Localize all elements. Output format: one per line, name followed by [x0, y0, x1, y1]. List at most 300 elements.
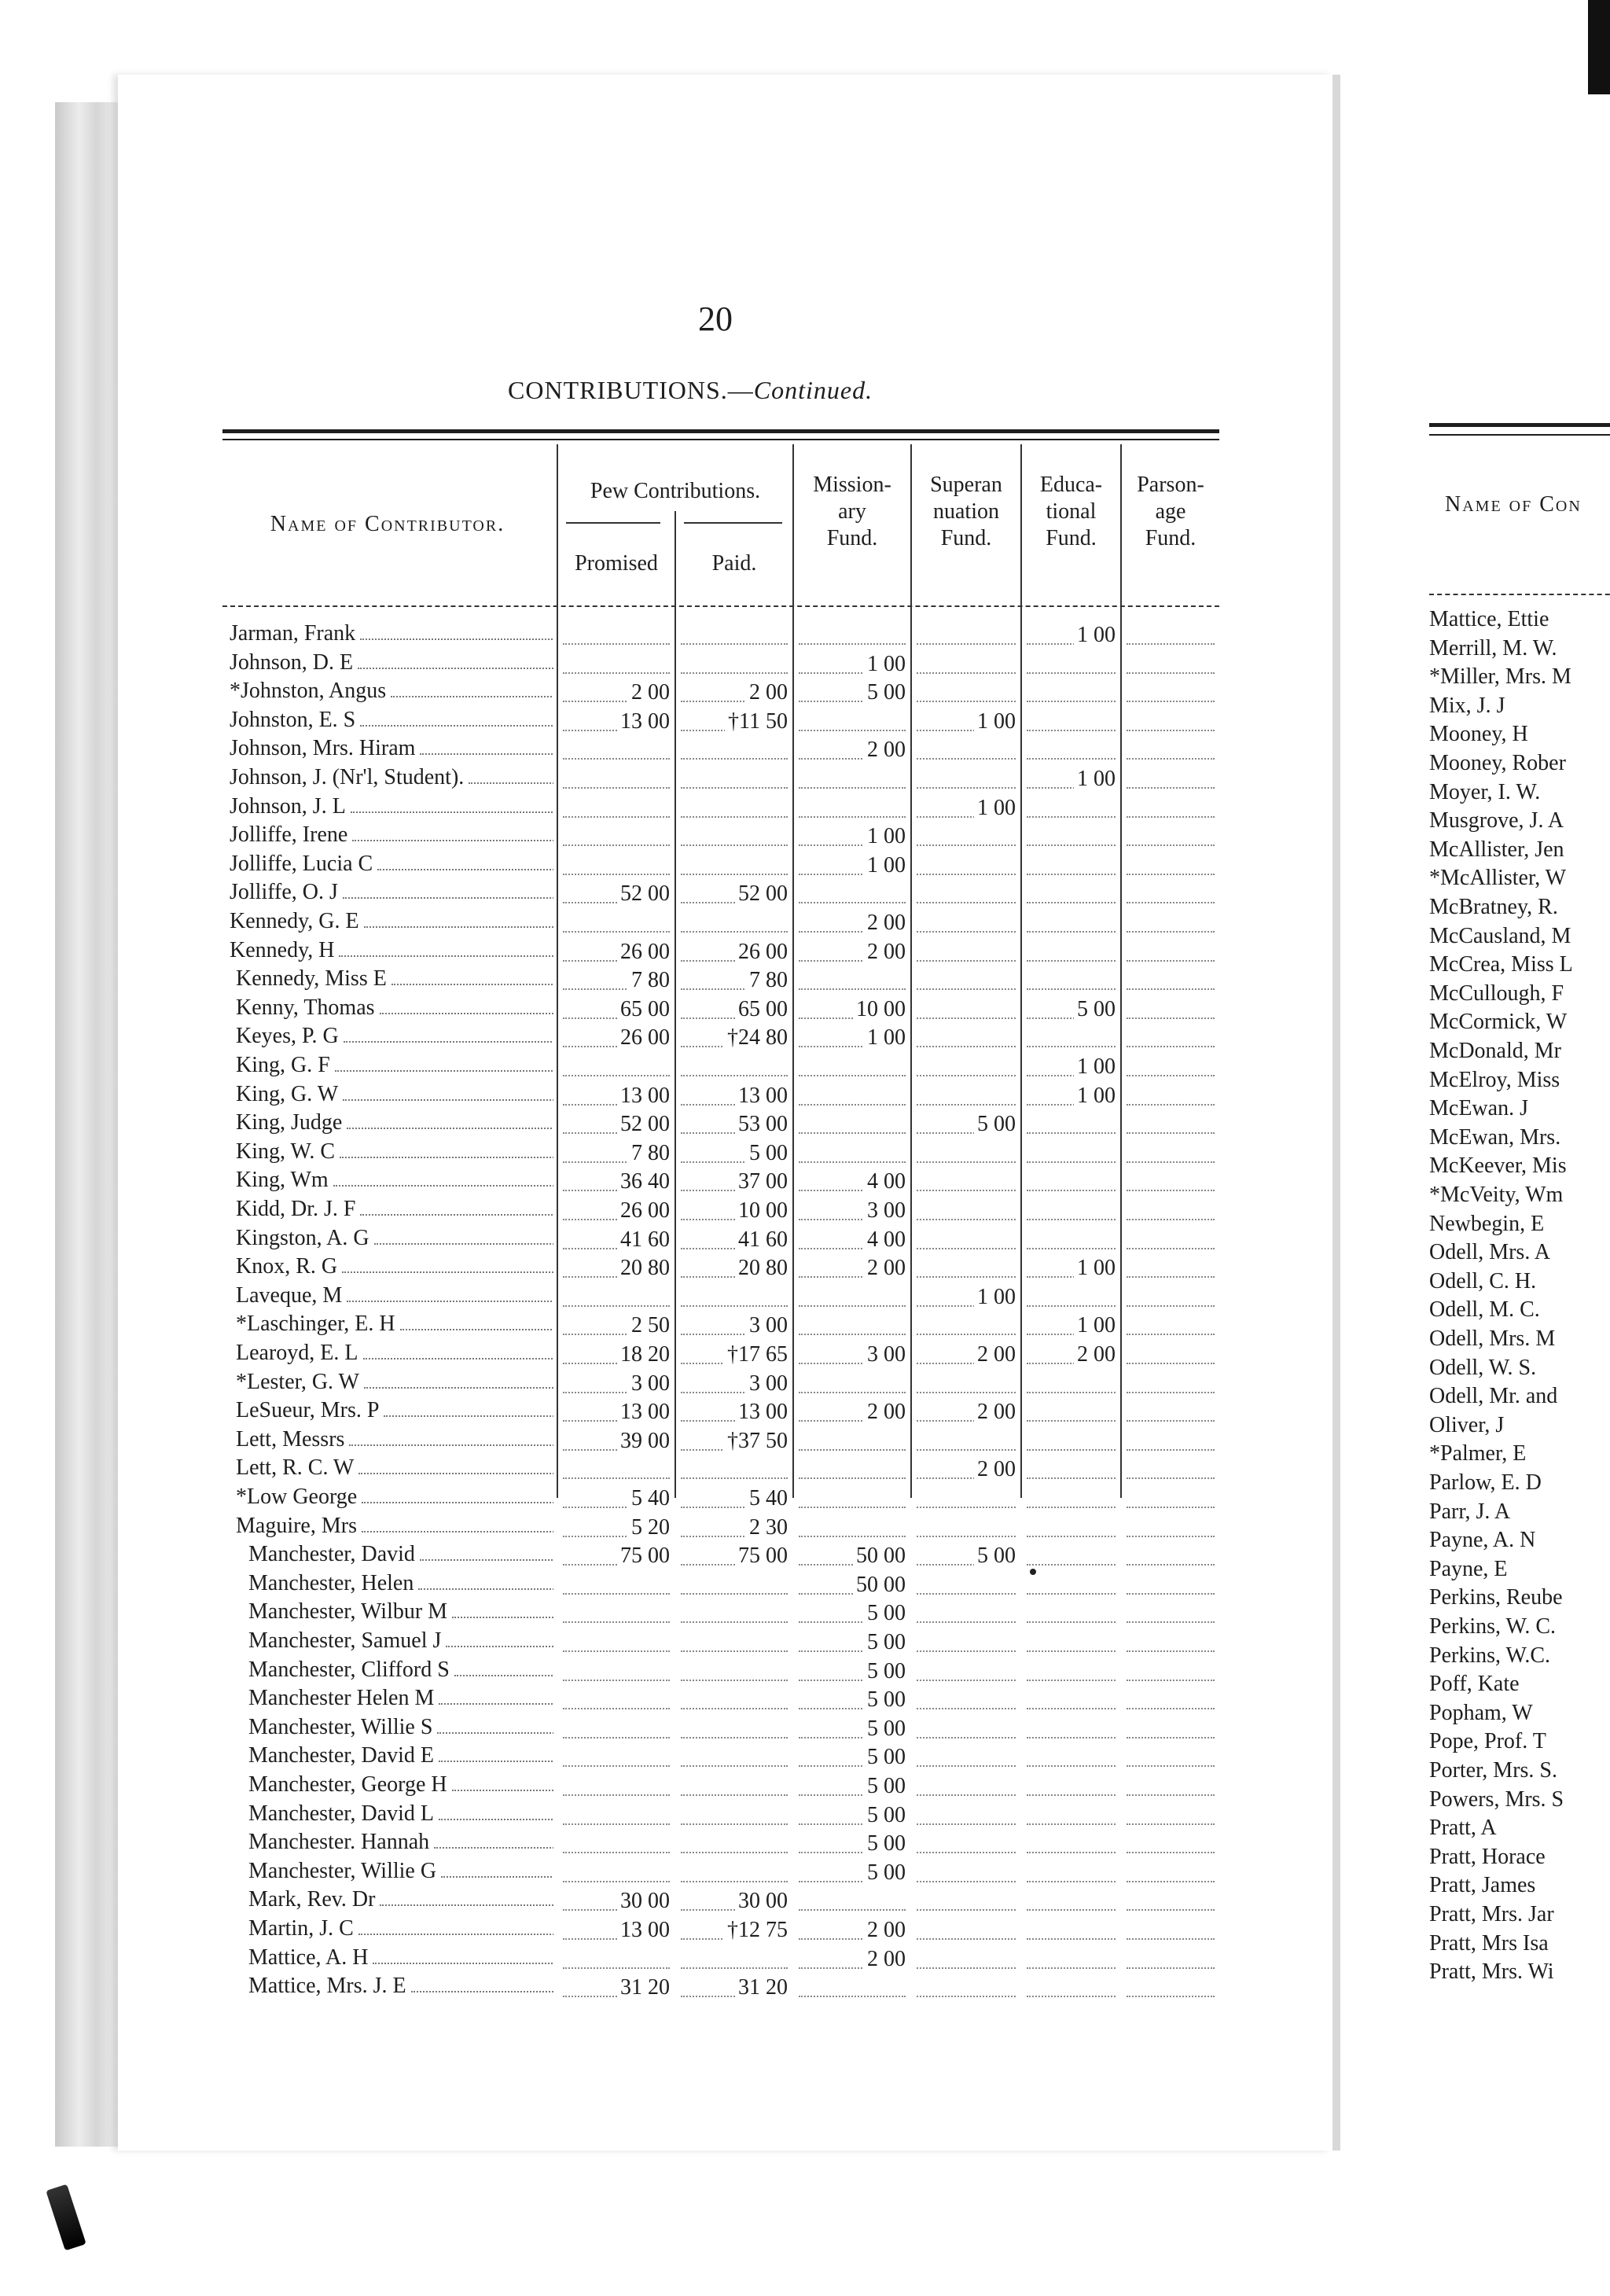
leader-dots [563, 1737, 670, 1739]
leader-dots [917, 1593, 1016, 1595]
table-row [0, 1283, 1215, 1312]
right-contributor-name: Perkins, Reube [1429, 1585, 1563, 1610]
cell-parsonage [1122, 1427, 1219, 1455]
cell-parsonage [1122, 1226, 1219, 1254]
leader-dots [799, 1392, 906, 1393]
table-row [0, 1024, 1215, 1052]
cell-parsonage [1122, 1139, 1219, 1168]
cell-educational [1022, 1455, 1120, 1484]
right-contributor-name: McDonald, Mr [1429, 1039, 1561, 1063]
cell-educational [1022, 1197, 1120, 1225]
amount: 3 00 [864, 1342, 906, 1367]
amount: 26 00 [617, 1025, 670, 1050]
right-contributor-name: McEwan. J [1429, 1096, 1528, 1121]
leader-dots [339, 955, 553, 957]
cell-superannuation [912, 909, 1020, 937]
cell-superannuation [912, 1542, 1020, 1570]
leader-dots [343, 1099, 553, 1101]
cell-educational [1022, 1082, 1120, 1110]
leader-dots [917, 1996, 1016, 1997]
cell-promised [558, 909, 675, 937]
leader-dots [917, 931, 1016, 933]
cell-paid [676, 1658, 792, 1686]
right-contributor-name: McAllister, Jen [1429, 837, 1564, 862]
leader-dots [1027, 1564, 1116, 1566]
leader-dots [1027, 1765, 1116, 1767]
leader-dots [917, 1507, 1016, 1508]
amount: †12 75 [724, 1918, 788, 1943]
leader-dots [1127, 1161, 1215, 1163]
cell-parsonage [1122, 938, 1219, 966]
table-row [0, 1139, 1215, 1168]
cell-superannuation [912, 880, 1020, 908]
header-line: Superan [930, 473, 1002, 497]
leader-dots [917, 1046, 1016, 1047]
cell-missionary [794, 1139, 910, 1168]
contributor-name [230, 708, 553, 733]
leader-dots [799, 1996, 906, 1997]
contributor-name [248, 1571, 553, 1596]
leader-dots [563, 1881, 670, 1882]
leader-dots [1127, 1017, 1215, 1019]
leader-dots [1127, 1276, 1215, 1278]
amount: 5 00 [746, 1141, 788, 1166]
cell-superannuation [912, 1341, 1020, 1369]
amount: 75 00 [617, 1544, 670, 1569]
contributor-name [236, 1312, 553, 1337]
cell-superannuation [912, 1686, 1020, 1714]
contributor-name-text: Mattice, Mrs. J. E [248, 1974, 406, 1999]
cell-parsonage [1122, 1485, 1219, 1513]
contributor-name-text: Kenny, Thomas [236, 995, 375, 1020]
cell-superannuation [912, 1830, 1020, 1858]
contributor-name [248, 1715, 553, 1740]
contributor-name-text: Manchester, David L [248, 1801, 435, 1826]
right-contributor-name: Poff, Kate [1429, 1672, 1520, 1697]
cell-parsonage [1122, 1312, 1219, 1340]
cell-superannuation [912, 1226, 1020, 1254]
leader-dots [917, 1794, 1016, 1796]
leader-dots [1027, 1219, 1116, 1220]
table-row [0, 1628, 1215, 1657]
cell-missionary [794, 909, 910, 937]
contributor-name-text: Johnson, J. (Nr'l, Student). [230, 765, 465, 789]
leader-dots [1027, 1938, 1116, 1940]
cell-educational [1022, 1110, 1120, 1139]
cell-paid [676, 1283, 792, 1312]
contributor-name [248, 1859, 553, 1884]
right-contributor-name: Perkins, W.C. [1429, 1643, 1551, 1668]
cell-educational [1022, 679, 1120, 707]
contributor-name [230, 765, 553, 790]
amount: 52 00 [617, 1112, 670, 1137]
leader-dots [1027, 816, 1116, 818]
leader-dots [1127, 1650, 1215, 1652]
cell-paid [676, 1398, 792, 1426]
leader-dots [681, 1305, 788, 1307]
leader-dots [420, 1559, 553, 1561]
cell-parsonage [1122, 1628, 1219, 1657]
contributor-name-text: Kennedy, H [230, 937, 335, 962]
amount: 5 00 [974, 1112, 1016, 1137]
cell-missionary [794, 1859, 910, 1887]
amount: 20 80 [735, 1256, 788, 1281]
cell-educational [1022, 1859, 1120, 1887]
cell-educational [1022, 794, 1120, 822]
cell-paid [676, 822, 792, 851]
cell-promised [558, 1283, 675, 1312]
cell-paid [676, 1110, 792, 1139]
cell-paid [676, 650, 792, 679]
leader-dots [1027, 1536, 1116, 1537]
cell-parsonage [1122, 794, 1219, 822]
cell-missionary [794, 1197, 910, 1225]
contributor-name-text: Lett, Messrs [236, 1426, 345, 1452]
leader-dots [799, 1104, 906, 1106]
amount: 1 00 [1074, 1256, 1116, 1281]
contributor-name [248, 1945, 553, 1970]
leader-dots [563, 1593, 670, 1595]
leader-dots [1027, 1046, 1116, 1047]
amount: 31 20 [735, 1975, 788, 2000]
right-contributor-name: Odell, Mrs. A [1429, 1240, 1550, 1265]
leader-dots [1127, 1219, 1215, 1220]
right-contributor-name: Mooney, H [1429, 722, 1528, 747]
cell-promised [558, 1801, 675, 1830]
leader-dots [563, 672, 670, 674]
leader-dots [1027, 844, 1116, 846]
contributor-name-text: King, G. W [236, 1081, 339, 1106]
right-contributor-name: McBratney, R. [1429, 895, 1558, 919]
leader-dots [333, 1185, 553, 1187]
table-row [0, 1686, 1215, 1714]
leader-dots [411, 1991, 553, 1992]
contributor-name-text: Johnston, E. S [230, 707, 356, 732]
contributor-name-text: Knox, R. G [236, 1254, 338, 1279]
cell-superannuation [912, 938, 1020, 966]
right-contributor-name: Pratt, Mrs Isa [1429, 1930, 1549, 1956]
cell-missionary [794, 621, 910, 649]
leader-dots [681, 1967, 788, 1969]
table-row [0, 1370, 1215, 1398]
amount: 5 00 [864, 1687, 906, 1713]
contributor-name [236, 1455, 553, 1481]
leader-dots [454, 1675, 553, 1676]
cell-promised [558, 1082, 675, 1110]
contributor-name-text: King, Judge [236, 1110, 343, 1135]
cell-paid [676, 708, 792, 736]
cell-promised [558, 1485, 675, 1513]
contributor-name-text: Manchester, David E [248, 1743, 435, 1768]
leader-dots [917, 1276, 1016, 1278]
table-row [0, 1312, 1215, 1340]
leader-dots [917, 988, 1016, 990]
leader-dots [1127, 1564, 1215, 1566]
amount: 30 00 [735, 1889, 788, 1914]
amount: †37 50 [724, 1429, 788, 1454]
cell-missionary [794, 1283, 910, 1312]
cell-promised [558, 1024, 675, 1052]
cell-missionary [794, 1341, 910, 1369]
leader-dots [1127, 1248, 1215, 1249]
amount: 5 00 [864, 1774, 906, 1799]
cell-educational [1022, 650, 1120, 679]
cell-parsonage [1122, 1283, 1219, 1312]
header-line: Educa- [1039, 473, 1103, 497]
cell-missionary [794, 1024, 910, 1052]
amount: 13 00 [617, 1084, 670, 1109]
leader-dots [420, 753, 553, 755]
amount: 4 00 [864, 1169, 906, 1194]
cell-promised [558, 1830, 675, 1858]
cell-missionary [794, 1658, 910, 1686]
contributor-name [248, 1887, 553, 1912]
right-contributor-name: McElroy, Miss [1429, 1067, 1560, 1092]
table-row [0, 1427, 1215, 1455]
amount: 2 00 [1074, 1342, 1116, 1367]
leader-dots [1027, 1132, 1116, 1134]
amount: 13 00 [617, 709, 670, 734]
cell-promised [558, 1168, 675, 1196]
cell-educational [1022, 995, 1120, 1024]
amount: 26 00 [735, 940, 788, 965]
cell-missionary [794, 1455, 910, 1484]
cell-promised [558, 1945, 675, 1974]
leader-dots [380, 1904, 553, 1906]
amount: 5 40 [628, 1486, 670, 1511]
leader-dots [360, 725, 553, 727]
contributor-name [230, 794, 553, 819]
leader-dots [1127, 730, 1215, 731]
leader-dots [343, 897, 553, 899]
cell-parsonage [1122, 1542, 1219, 1570]
right-contributor-name: Pratt, A [1429, 1816, 1497, 1841]
cell-missionary [794, 880, 910, 908]
cell-paid [676, 1772, 792, 1801]
cell-educational [1022, 736, 1120, 764]
cell-superannuation [912, 1715, 1020, 1743]
cell-educational [1022, 1139, 1120, 1168]
cell-parsonage [1122, 966, 1219, 995]
cell-missionary [794, 708, 910, 736]
table-row [0, 938, 1215, 966]
cell-missionary [794, 794, 910, 822]
cell-missionary [794, 1801, 910, 1830]
cell-promised [558, 1139, 675, 1168]
table-row [0, 966, 1215, 995]
cell-missionary [794, 1945, 910, 1974]
right-contributor-name: *Palmer, E [1429, 1441, 1527, 1466]
contributor-name-text: Lett, R. C. W [236, 1455, 355, 1481]
right-contributor-name: Odell, M. C. [1429, 1297, 1540, 1323]
right-contributor-name: Mix, J. J [1429, 693, 1505, 718]
right-contributor-name: Perkins, W. C. [1429, 1614, 1557, 1639]
cell-promised [558, 765, 675, 793]
cell-superannuation [912, 1254, 1020, 1282]
leader-dots [374, 1243, 553, 1245]
leader-dots [681, 1708, 788, 1709]
cell-promised [558, 1398, 675, 1426]
leader-dots [917, 1075, 1016, 1076]
contributor-name [230, 938, 553, 963]
amount: 53 00 [735, 1112, 788, 1137]
leader-dots [1027, 1449, 1116, 1451]
cell-promised [558, 852, 675, 880]
cell-superannuation [912, 1945, 1020, 1974]
leader-dots [681, 672, 788, 674]
cell-paid [676, 1542, 792, 1570]
cell-promised [558, 1341, 675, 1369]
cell-missionary [794, 1571, 910, 1599]
leader-dots [1027, 758, 1116, 760]
cell-paid [676, 1139, 792, 1168]
cell-paid [676, 1053, 792, 1081]
header-pew-contributions: Pew Contributions. [590, 479, 761, 503]
leader-dots [681, 1477, 788, 1479]
right-contributor-name: Odell, Mr. and [1429, 1384, 1558, 1409]
cell-promised [558, 1916, 675, 1945]
right-contributor-name: Pratt, Horace [1429, 1844, 1546, 1869]
amount: 10 00 [853, 997, 906, 1022]
cell-educational [1022, 1945, 1120, 1974]
leader-dots [1127, 1363, 1215, 1364]
contributor-name-text: Mattice, A. H [248, 1945, 369, 1970]
leader-dots [917, 787, 1016, 789]
leader-dots [563, 1477, 670, 1479]
leader-dots [917, 1219, 1016, 1220]
leader-dots [681, 1852, 788, 1853]
table-row [0, 1599, 1215, 1628]
leader-dots [917, 1449, 1016, 1451]
cell-superannuation [912, 1887, 1020, 1915]
contributor-name-text: Martin, J. C [248, 1916, 354, 1941]
amount: 1 00 [1074, 767, 1116, 792]
right-contributor-name: Merrill, M. W. [1429, 635, 1557, 660]
cell-educational [1022, 1427, 1120, 1455]
contributor-name-text: Manchester Helen M [248, 1686, 435, 1711]
cell-missionary [794, 1715, 910, 1743]
cell-parsonage [1122, 1801, 1219, 1830]
cell-educational [1022, 1053, 1120, 1081]
cell-missionary [794, 1110, 910, 1139]
leader-dots [1127, 1536, 1215, 1537]
right-contributor-name: Pratt, James [1429, 1873, 1536, 1898]
amount: 20 80 [617, 1256, 670, 1281]
contributor-name-text: Learoyd, E. L [236, 1341, 358, 1365]
table-row [0, 1801, 1215, 1830]
cell-paid [676, 880, 792, 908]
cell-educational [1022, 1024, 1120, 1052]
right-contributor-name: Payne, A. N [1429, 1528, 1536, 1553]
cell-educational [1022, 1398, 1120, 1426]
amount: 37 00 [735, 1169, 788, 1194]
leader-dots [364, 1387, 553, 1389]
leader-dots [917, 1737, 1016, 1739]
table-row [0, 1398, 1215, 1426]
cell-superannuation [912, 1916, 1020, 1945]
amount: 31 20 [617, 1975, 670, 2000]
leader-dots [917, 1621, 1016, 1623]
contributor-name [236, 1226, 553, 1251]
cell-educational [1022, 880, 1120, 908]
cell-promised [558, 1686, 675, 1714]
amount: 50 00 [853, 1573, 906, 1598]
leader-dots [681, 1765, 788, 1767]
leader-dots [1127, 931, 1215, 933]
table-row [0, 1254, 1215, 1282]
contributor-name [248, 1974, 553, 1999]
leader-dots [1027, 1248, 1116, 1249]
page-number: 20 [698, 300, 733, 338]
cell-parsonage [1122, 1715, 1219, 1743]
table-row [0, 1542, 1215, 1570]
leader-dots [344, 1041, 553, 1043]
leader-dots [799, 1449, 906, 1451]
cell-superannuation [912, 1859, 1020, 1887]
leader-dots [1027, 960, 1116, 962]
table-row [0, 1197, 1215, 1225]
cell-paid [676, 736, 792, 764]
amount: 4 00 [864, 1227, 906, 1253]
right-contributor-name: Powers, Mrs. S [1429, 1786, 1564, 1812]
cell-parsonage [1122, 1254, 1219, 1282]
header-superannuation-fund [912, 472, 1020, 552]
leader-dots [681, 1075, 788, 1076]
amount: 52 00 [735, 881, 788, 907]
amount: 1 00 [974, 1285, 1016, 1310]
cell-parsonage [1122, 1024, 1219, 1052]
amount: †24 80 [724, 1025, 788, 1050]
cell-missionary [794, 1053, 910, 1081]
cell-parsonage [1122, 1197, 1219, 1225]
cell-educational [1022, 708, 1120, 736]
cell-paid [676, 1082, 792, 1110]
leader-dots [439, 1761, 553, 1762]
leader-dots [1027, 1477, 1116, 1479]
leader-dots [1127, 960, 1215, 962]
right-contributor-name: McEwan, Mrs. [1429, 1124, 1561, 1150]
cell-paid [676, 1485, 792, 1513]
amount: 3 00 [746, 1371, 788, 1396]
cell-promised [558, 1197, 675, 1225]
leader-dots [917, 643, 1016, 645]
leader-dots [917, 1708, 1016, 1709]
cell-paid [676, 1830, 792, 1858]
cell-educational [1022, 1226, 1120, 1254]
cell-missionary [794, 1398, 910, 1426]
right-contributor-name: McCullough, F [1429, 981, 1564, 1006]
cell-paid [676, 1370, 792, 1398]
right-table-top-rule-thin [1429, 434, 1610, 436]
right-contributor-name: McCrea, Miss L [1429, 952, 1573, 977]
leader-dots [799, 643, 906, 645]
leader-dots [681, 787, 788, 789]
leader-dots [1127, 1708, 1215, 1709]
leader-dots [1027, 1852, 1116, 1853]
cell-paid [676, 1024, 792, 1052]
amount: 13 00 [617, 1918, 670, 1943]
cell-missionary [794, 822, 910, 851]
contributor-name [236, 1197, 553, 1222]
leader-dots [799, 988, 906, 990]
leader-dots [418, 1588, 553, 1590]
leader-dots [917, 874, 1016, 875]
leader-dots [1027, 1680, 1116, 1681]
header-line: Fund. [1145, 526, 1196, 550]
leader-dots [799, 1161, 906, 1163]
contributor-name-text: Jarman, Frank [230, 621, 356, 646]
contributor-name-text: Johnson, D. E [230, 649, 354, 675]
